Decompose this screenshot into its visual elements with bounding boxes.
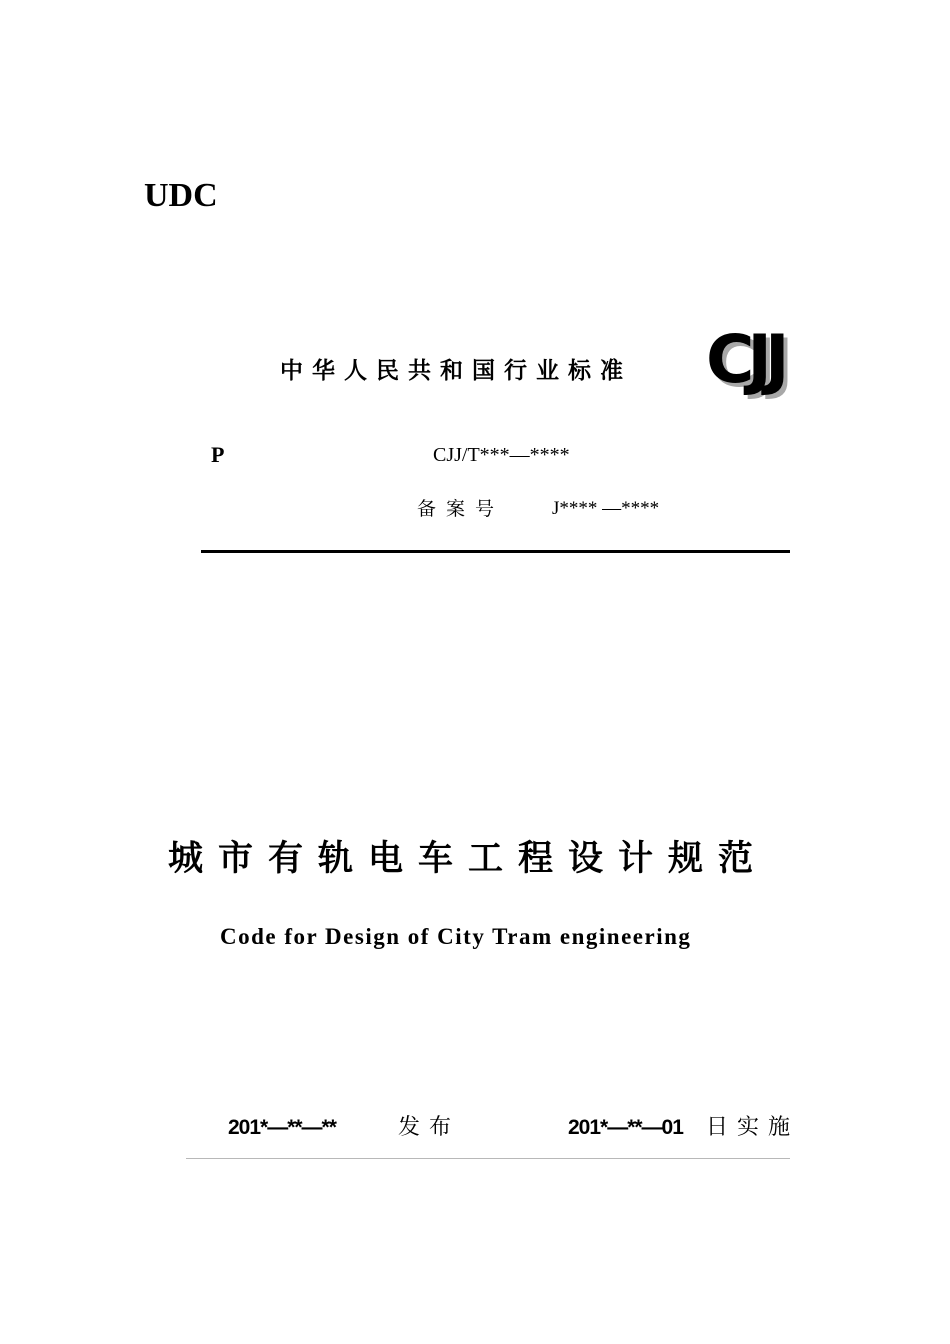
record-number-value: J**** —****: [552, 498, 660, 519]
standard-number: CJJ/T***—****: [433, 444, 570, 466]
header-divider: [201, 550, 790, 553]
classification-code: P: [211, 442, 225, 467]
udc-label: UDC: [144, 177, 218, 214]
industry-standard-heading: 中华人民共和国行业标准: [280, 358, 632, 384]
implementation-date: 201*—**—01: [568, 1116, 683, 1139]
record-number-label: 备案号: [417, 498, 505, 520]
cjj-logo: CJJ: [706, 321, 783, 398]
issue-date: 201*—**—**: [228, 1116, 336, 1139]
document-title-chinese: 城市有轨电车工程设计规范: [168, 839, 769, 879]
document-title-english: Code for Design of City Tram engineering: [220, 924, 692, 949]
implementation-label: 日实施: [706, 1115, 800, 1140]
issue-label: 发布: [398, 1115, 461, 1140]
footer-divider: [186, 1158, 790, 1159]
